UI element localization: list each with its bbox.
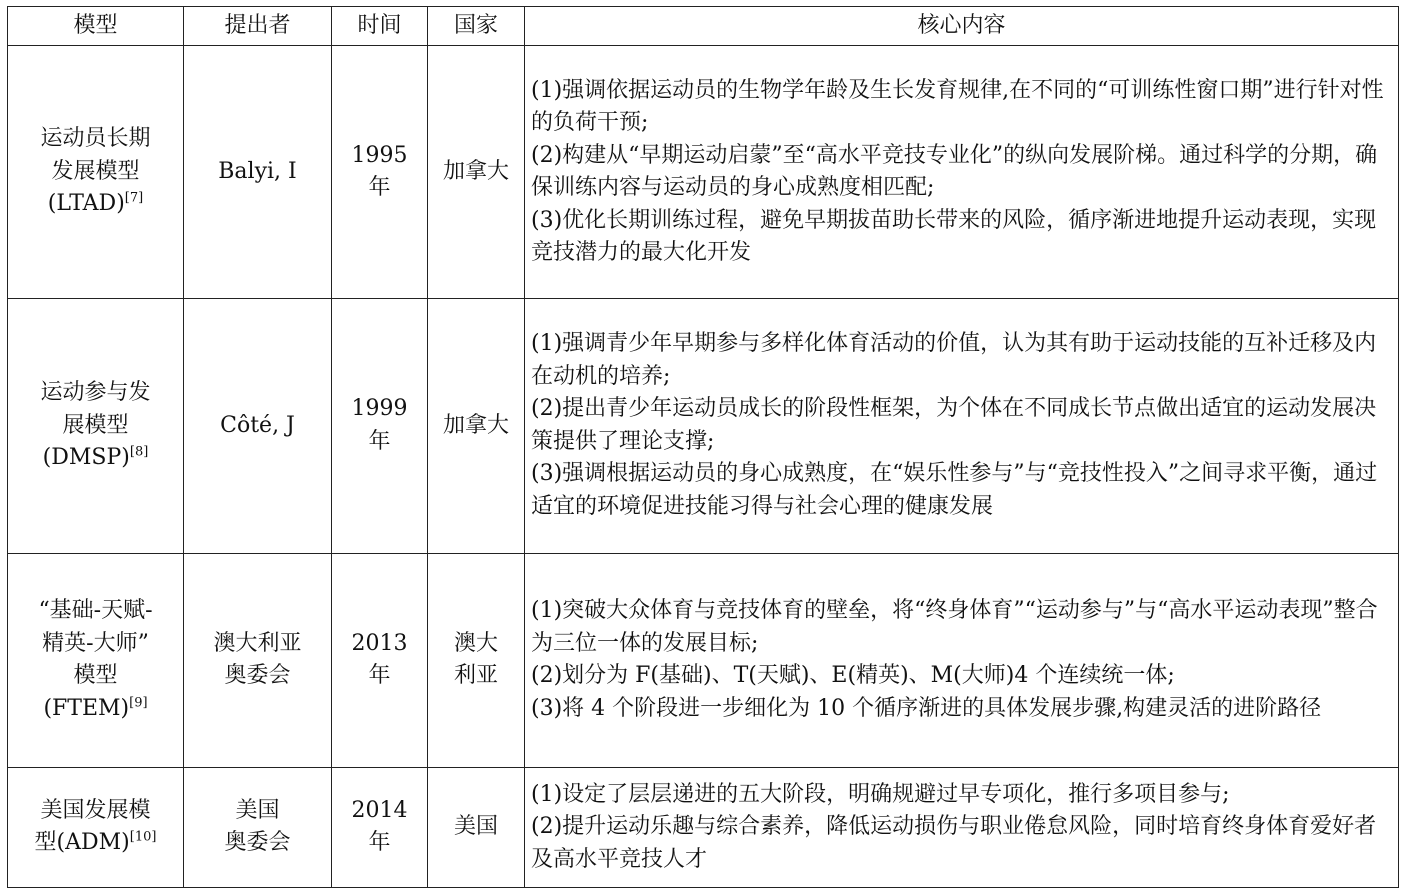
model-name-line: 精英-大师”: [42, 630, 149, 656]
content-point: (3)优化长期训练过程，避免早期拔苗助长带来的风险，循序渐进地提升运动表现，实现竞技潜力的最大化开发: [531, 207, 1377, 266]
proposer-line: 奥委会: [224, 663, 291, 689]
header-country: 国家: [428, 7, 525, 46]
content-cell: [525, 46, 1399, 299]
content-cell: [525, 767, 1399, 887]
content-point: (3)强调根据运动员的身心成熟度，在“娱乐性参与”与“竞技性投入”之间寻求平衡，通过适宜的环境促进技能习得与社会心理的健康发展: [531, 461, 1378, 520]
content-point: (1)强调青少年早期参与多样化体育活动的价值，认为其有助于运动技能的互补迁移及内在动机的培养;: [531, 331, 1377, 389]
models-table: [7, 6, 1399, 888]
model-name-line: 展模型: [62, 412, 129, 438]
model-name-line: 运动员长期: [40, 126, 151, 152]
content-point: (2)划分为 F(基础)、T(天赋)、E(精英)、M(大师)4 个连续统一体;: [531, 663, 1175, 689]
model-cell: [8, 46, 184, 299]
content-point: (2)构建从“早期运动启蒙”至“高水平竞技专业化”的纵向发展阶梯。通过科学的分期，确保训练内容与运动员的身心成熟度相匹配;: [531, 142, 1378, 201]
country-line: 澳大: [453, 630, 498, 656]
table-row: [8, 299, 1399, 553]
proposer-line: 奥委会: [224, 830, 291, 856]
model-name-line: 模型: [73, 663, 118, 689]
content-cell: [525, 299, 1399, 553]
proposer-line: 美国: [235, 797, 280, 823]
model-name-line: 运动参与发: [40, 380, 151, 406]
header-proposer: 提出者: [184, 7, 332, 46]
content-point: (2)提出青少年运动员成长的阶段性框架，为个体在不同成长节点做出适宜的运动发展决策提供了理论支撑;: [531, 396, 1377, 454]
content-point: (2)提升运动乐趣与综合素养，降低运动损伤与职业倦怠风险，同时培育终身体育爱好者及高水平竞技人才: [531, 814, 1377, 872]
model-cell: [8, 299, 184, 553]
model-cell: [8, 767, 184, 887]
country-cell: [428, 46, 525, 299]
proposer-cell: [184, 553, 332, 767]
model-name-line: “基础-天赋-: [38, 598, 153, 624]
reference-marker: [7]: [124, 191, 144, 207]
model-name-line: (DMSP): [42, 445, 130, 471]
model-name-line: (LTAD): [47, 191, 125, 217]
content-point: (3)将 4 个阶段进一步细化为 10 个循序渐进的具体发展步骤,构建灵活的进阶路径: [531, 695, 1322, 721]
header-model: 模型: [8, 7, 184, 46]
proposer-line: Côté, J: [220, 412, 295, 438]
proposer-cell: [184, 299, 332, 553]
time-cell: 2014 年: [332, 767, 428, 887]
proposer-cell: [184, 767, 332, 887]
country-line: 美国: [453, 814, 498, 840]
header-row: [8, 7, 1399, 46]
country-line: 利亚: [453, 663, 498, 689]
table-row: [8, 46, 1399, 299]
content-point: (1)设定了层层递进的五大阶段，明确规避过早专项化，推行多项目参与;: [531, 781, 1230, 807]
reference-marker: [8]: [129, 444, 149, 460]
model-name-line: 发展模型: [51, 158, 140, 184]
model-name-line: 美国发展模: [40, 797, 151, 823]
header-content: 核心内容: [525, 7, 1399, 46]
model-name-line: (FTEM): [43, 695, 130, 721]
time-cell: 1999 年: [332, 299, 428, 553]
country-cell: [428, 767, 525, 887]
country-line: 加拿大: [442, 158, 509, 184]
table-row: [8, 767, 1399, 887]
reference-marker: [10]: [129, 830, 157, 846]
content-point: (1)强调依据运动员的生物学年龄及生长发育规律,在不同的“可训练性窗口期”进行针对性的负荷干预;: [531, 77, 1384, 136]
model-name-line: 型(ADM): [34, 830, 130, 856]
country-cell: [428, 299, 525, 553]
time-cell: 2013 年: [332, 553, 428, 767]
country-line: 加拿大: [442, 412, 509, 438]
proposer-cell: [184, 46, 332, 299]
model-cell: [8, 553, 184, 767]
country-cell: [428, 553, 525, 767]
content-cell: [525, 553, 1399, 767]
proposer-line: Balyi, I: [218, 158, 297, 184]
table-row: [8, 553, 1399, 767]
content-point: (1)突破大众体育与竞技体育的壁垒，将“终身体育”“运动参与”与“高水平运动表现”整合为三位一体的发展目标;: [531, 598, 1378, 656]
time-cell: 1995 年: [332, 46, 428, 299]
proposer-line: 澳大利亚: [213, 630, 302, 656]
reference-marker: [9]: [129, 695, 148, 711]
header-time: 时间: [332, 7, 428, 46]
